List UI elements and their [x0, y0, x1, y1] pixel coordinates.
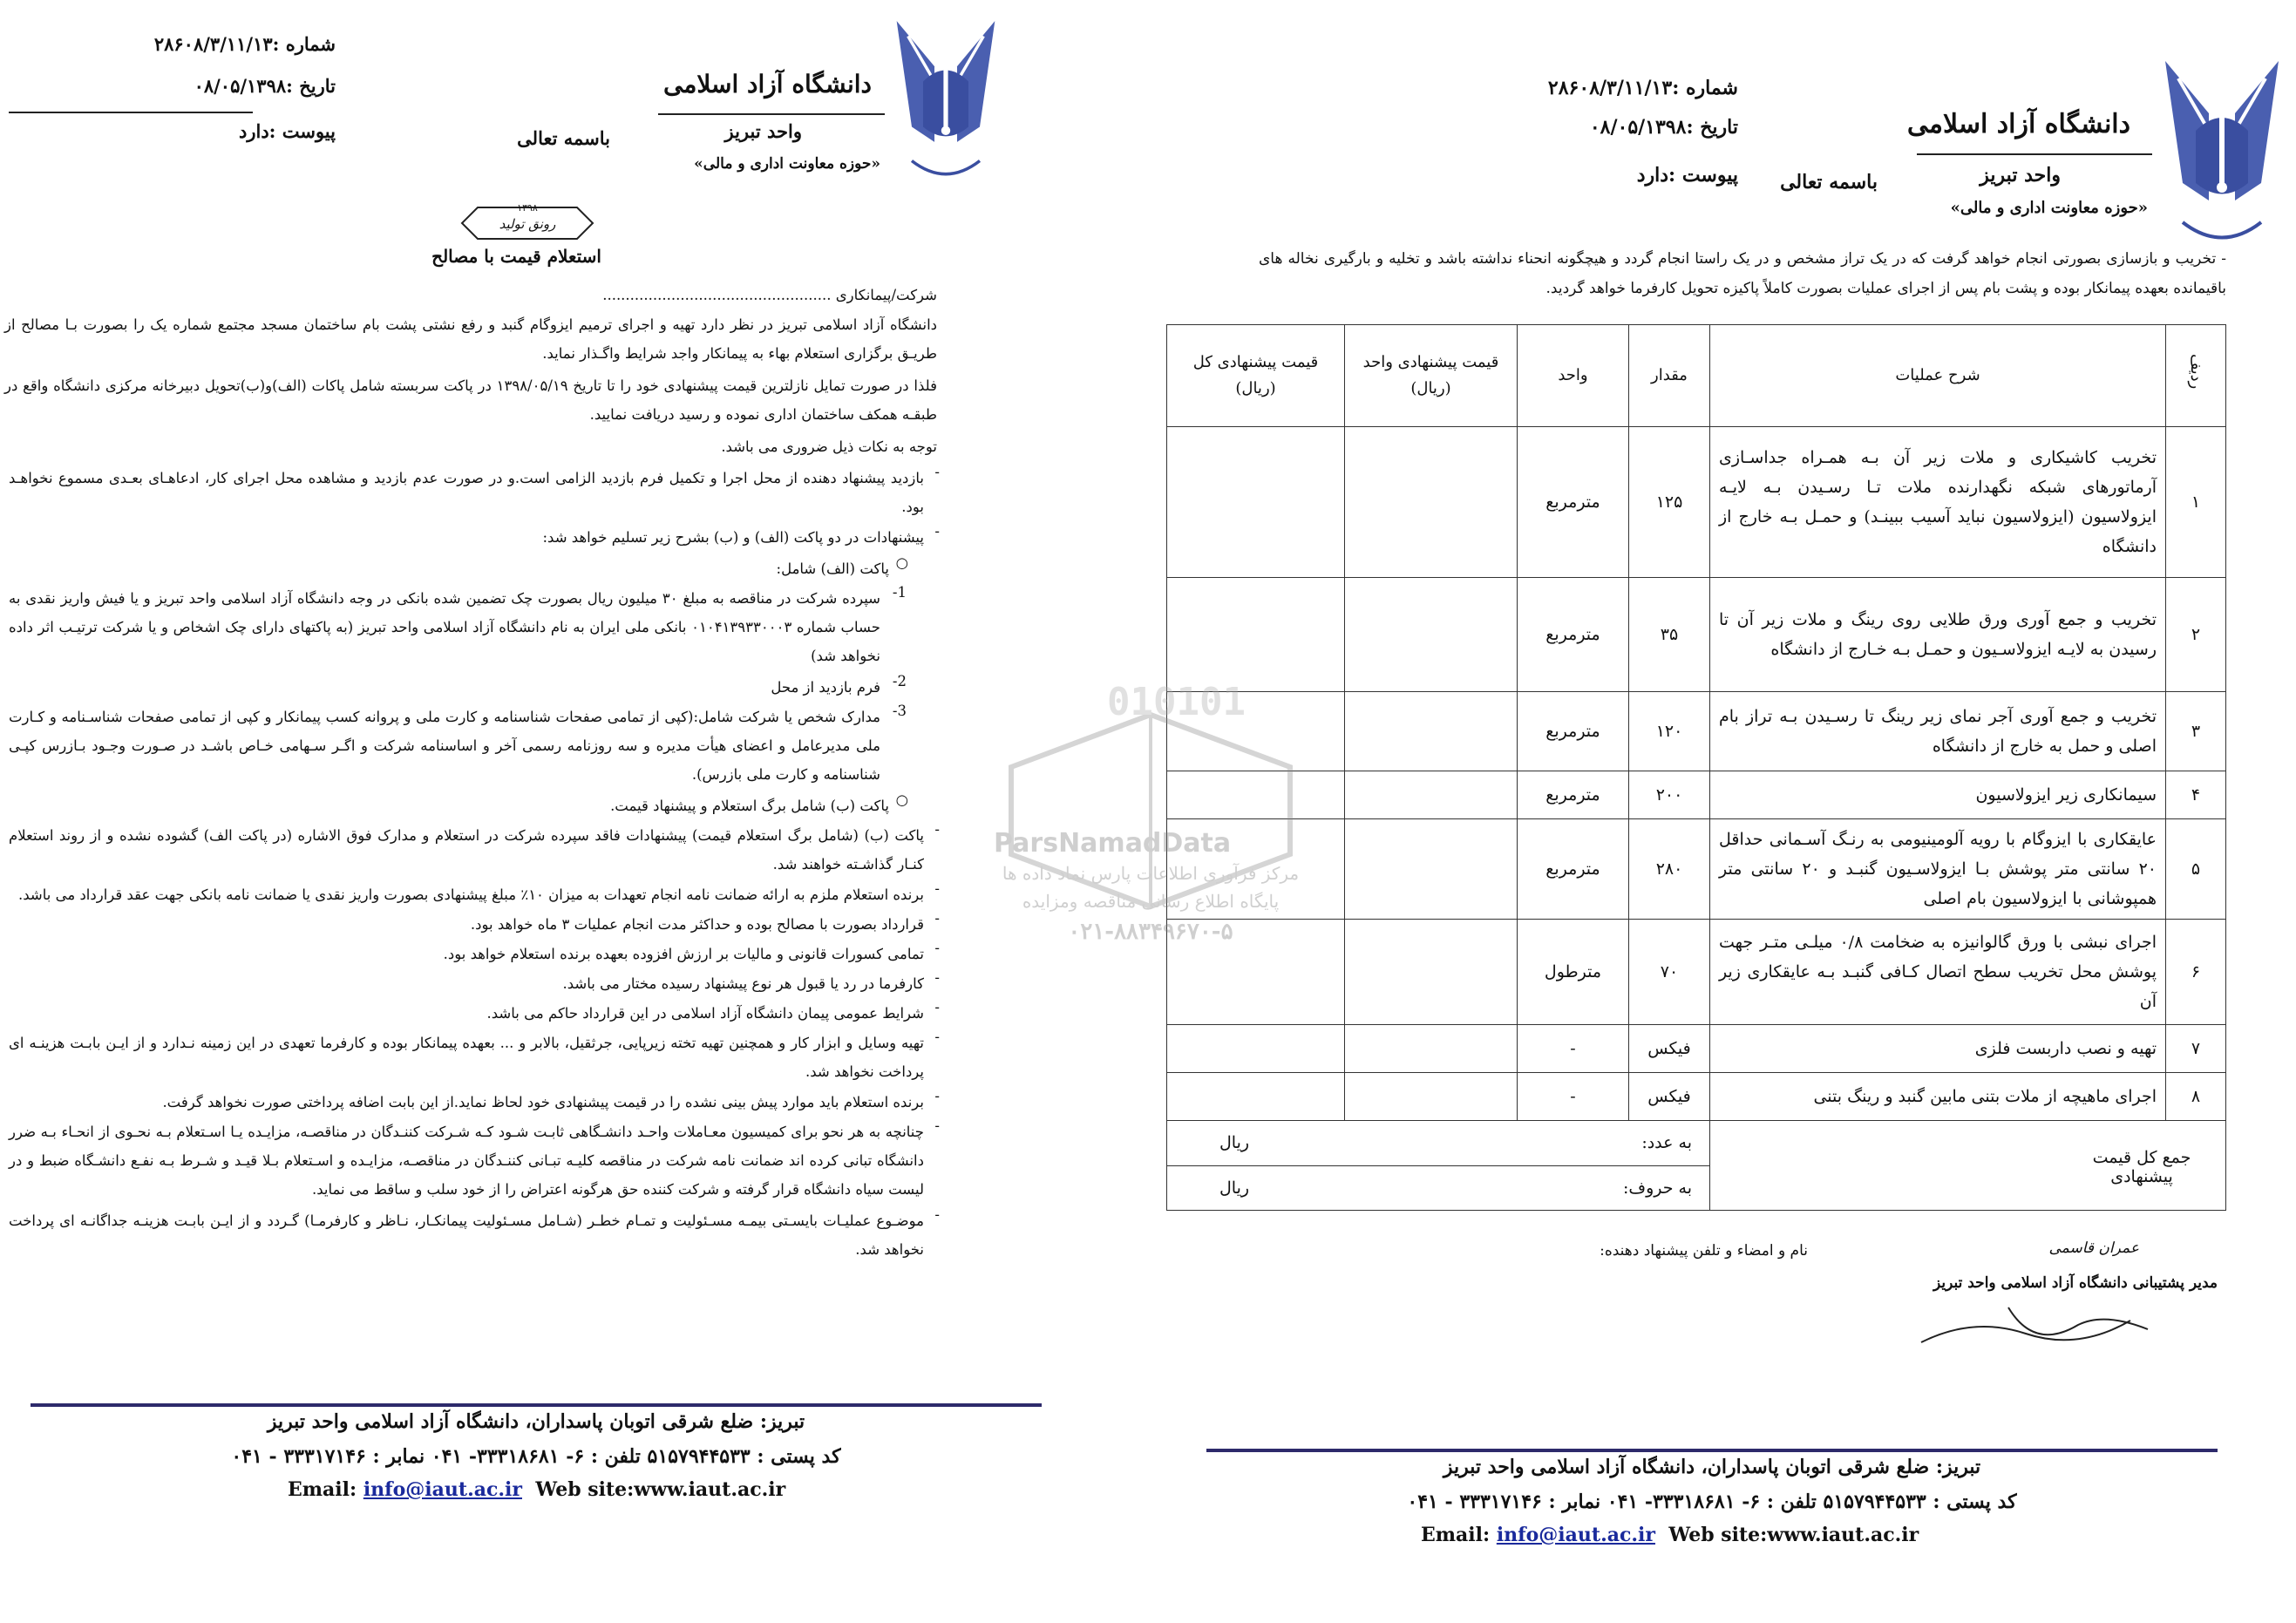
bullet-icon: -	[934, 1206, 940, 1223]
row-unit: مترمربع	[1518, 819, 1629, 920]
row-unit-price	[1345, 1025, 1518, 1073]
by-words-label: به حروف:	[1622, 1178, 1692, 1198]
bullet-icon: ○	[895, 791, 908, 808]
bullet-icon: -	[934, 880, 940, 897]
letter-number: شماره :۲۸۶۰۸/۳/۱۱/۱۳	[153, 33, 336, 55]
department: «حوزه معاونت اداری و مالی»	[694, 155, 880, 173]
rule-item: کارفرما در رد یا قبول هر نوع پیشنهاد رسیده مختار می باشد.	[562, 975, 924, 992]
row-unit: -	[1518, 1025, 1629, 1073]
watermark-brand: ParsNamadData	[994, 828, 1232, 859]
row-quantity: ۱۲۰	[1629, 692, 1710, 771]
row-description: عایقکاری با ایزوگام با رویه آلومینیومی به رنـگ آسـمانی حداقل ۲۰ سانتی متر پوشش بـا ایزولاسـیون گنبـد و ۲۰ سانتی متر همپوشانی با ایزولاسیون بام اصلی	[1710, 819, 2166, 920]
by-number-label: به عدد:	[1641, 1133, 1692, 1153]
footer-address: تبریز: ضلع شرقی اتوبان پاسداران، دانشگاه آزاد اسلامی واحد تبریز	[267, 1410, 805, 1433]
table-row	[1167, 819, 2226, 920]
bullet-icon: -	[934, 1117, 940, 1134]
by-words-cell	[1167, 1165, 1710, 1211]
rule-item: برنده استعلام باید موارد پیش بینی نشده را در قیمت پیشنهادی خود لحاظ نماید.از این بابت اضافه پرداختی صورت نخواهد گرفت.	[162, 1094, 924, 1110]
footer-contact: کد پستی : ۵۱۵۷۹۴۴۵۳۳ تلفن : ۶- ۳۳۳۱۸۶۸۱- ۰۴۱ نمابر : ۳۳۳۱۷۱۴۶ - ۰۴۱	[1407, 1491, 2017, 1513]
university-name: دانشگاه آزاد اسلامی	[1906, 109, 2130, 139]
rule-item: چنانچه به هر نحو برای کمیسیون معـاملات واحـد دانشـگاهی ثابـت شـود کـه شـرکت کننـدگان در مناقصـه، مزایـده یـا اسـتعلام بـه نحـوی از انحـاء بـه ضرر دانشگاه تبانی کرده اند ضمانت نامه شرکت در مناقصه کلیـه تبـانی کننـدگان در مناقصـه، مزایـده و اسـتعلام بـلا قیـد و شـرط بـه نفـع دانشـگاه ضبط و در لیست سیاه دانشگاه قرار گرفته و شرکت کننده حق هرگونه اعتراض را از خود سلب و ساقط می نماید.	[9, 1124, 924, 1198]
row-description: تخریب کاشیکاری و ملات زیر آن بـه همـراه جداسـازی آرماتورهای شبکه نگهدارنده ملات تـا رسـیدن بـه لایـه ایزولاسیون (ایزولاسیون نباید آسیب ببینـد) و حمـل بـه خارج از دانشگاه	[1710, 427, 2166, 578]
row-quantity: ۱۲۵	[1629, 427, 1710, 578]
footer-email-row	[1421, 1524, 1919, 1546]
total-label-cell	[1710, 1121, 2226, 1211]
row-unit-price	[1345, 578, 1518, 692]
rule-item: پیشنهادات در دو پاکت (الف) و (ب) بشرح زیر تسلیم خواهد شد:	[542, 529, 924, 546]
table-row	[1167, 578, 2226, 692]
rule-item: برنده استعلام ملزم به ارائه ضمانت نامه انجام تعهدات به میزان ۱۰٪ مبلغ پیشنهادی بصورت واریز نقدی یا ضمانت نامه بانکی جهت عقد قرارداد می باشد.	[18, 886, 924, 903]
row-quantity: ۲۸۰	[1629, 819, 1710, 920]
row-number: ۲	[2166, 578, 2226, 692]
row-total-price	[1167, 427, 1345, 578]
packet-a-item: فرم بازدید از محل	[771, 679, 880, 696]
bismillah: باسمه تعالی	[517, 127, 610, 149]
row-description: تخریب و جمع آوری آجر نمای زیر رینگ تا رسـیدن بـه تراز بام اصلی و حمل به خارج از دانشگاه	[1710, 692, 2166, 771]
rule-item: موضـوع عملیـات بایسـتی بیمـه مسـئولیت و تمـام خطـر (شـامل مسـئولیت پیمانکـار، نـاظر و کارفرمـا) گـردد و از ایـن بابـت هزینـه جداگانـه ای پرداخت نخواهد شد.	[9, 1212, 924, 1258]
table-row	[1167, 692, 2226, 771]
intro-p1: دانشگاه آزاد اسلامی تبریز در نظر دارد تهیه و اجرای ترمیم ایزوگام گنبد و رفع نشتی پشت بام ساختمان مسجد مجتمع شماره یک را بصورت بـا مصالح از طریـق برگزاری استعلام بهاء به پیمانکار واجد شرایط واگـذار نماید.	[4, 316, 937, 362]
total-label: جمع کل قیمت پیشنهادی	[2092, 1148, 2191, 1186]
bullet-icon: -	[934, 523, 940, 540]
packet-a-item: مدارک شخص یا شرکت شامل:(کپی از تمامی صفحات شناسنامه و کارت ملی و پروانه کسب پیمانکار و کپی از تمامی صفحات شناسـنامه و کـارت ملی مدیرعامل و اعضای هیأت مدیره و سه روزنامه رسمی آخر و اساسنامه شرکت و اگـر سـهامی خـاص باشـد در صـورت وجـود بـازرس کپـی شناسنامه و کارت ملی بازرس).	[9, 709, 880, 783]
row-unit-price	[1345, 427, 1518, 578]
table-row	[1167, 427, 2226, 578]
by-number-rial: ریال	[1219, 1133, 1250, 1153]
bullet-icon: -	[934, 1029, 940, 1045]
rule-item: تهیه وسایل و ابزار کار و همچنین تهیه تخته زیرپایی، جرثقیل، بالابر و ... بعهده پیمانکار بوده و کارفرما تعهدی در این زمینه نـدارد و از ایـن بابـت هزینـه ای پرداخت نخواهد شد.	[9, 1035, 924, 1080]
operations-table	[1166, 324, 2226, 1211]
website: Web site:www.iaut.ac.ir	[535, 1478, 786, 1501]
row-unit: مترطول	[1518, 920, 1629, 1025]
letter-attachment: پیوست :دارد	[239, 120, 336, 142]
intro-p3: توجه به نکات ذیل ضروری می باشد.	[721, 438, 937, 455]
rule-item: بازدید پیشنهاد دهنده از محل اجرا و تکمیل فرم بازدید الزامی است.و در صورت عدم بازدید و مشاهده محل اجرای کار، ادعاهـای بعـدی مسموع نخواهـد بود.	[9, 470, 924, 515]
table-row	[1167, 1073, 2226, 1121]
rule-item: پاکت (ب) (شامل برگ استعلام قیمت) پیشنهادات فاقد سپرده شرکت در استعلام و مدارک فوق الاشاره (در پاکت الف) گشوده نشده و از روند استعلام کنـار گذاشـته خواهند شد.	[9, 827, 924, 873]
row-quantity: ۳۵	[1629, 578, 1710, 692]
footer-address: تبریز: ضلع شرقی اتوبان پاسداران، دانشگاه آزاد اسلامی واحد تبریز	[1443, 1456, 1981, 1478]
manager-title: مدیر پشتیبانی دانشگاه آزاد اسلامی واحد تبریز	[1933, 1274, 2218, 1292]
letter-number: شماره :۲۸۶۰۸/۳/۱۱/۱۳	[1547, 77, 1738, 99]
row-unit: مترمربع	[1518, 692, 1629, 771]
bismillah: باسمه تعالی	[1780, 171, 1878, 194]
rule-item: شرایط عمومی پیمان دانشگاه آزاد اسلامی در این قرارداد حاکم می باشد.	[486, 1005, 924, 1022]
footer-contact: کد پستی : ۵۱۵۷۹۴۴۵۳۳ تلفن : ۶- ۳۳۳۱۸۶۸۱- ۰۴۱ نمابر : ۳۳۳۱۷۱۴۶ - ۰۴۱	[231, 1445, 841, 1468]
bullet-icon: ○	[895, 554, 908, 571]
intro-p2: فلذا در صورت تمایل نازلترین قیمت پیشنهادی خود را تا تاریخ ۱۳۹۸/۰۵/۱۹ در پاکت سربسته شامل پاکات (الف)و(ب)تحویل دبیرخانه مرکزی دانشگاه واقع در طبقـه همکف ساختمان اداری نموده و رسید دریافت نمایید.	[4, 377, 937, 423]
row-unit-price	[1345, 692, 1518, 771]
footer-rule	[31, 1403, 1042, 1407]
stamp-text: رونق تولید	[499, 216, 556, 232]
row-description: اجرای ماهیچه از ملات بتنی مابین گنبد و رینگ بتنی	[1710, 1073, 2166, 1121]
letter-attachment: پیوست :دارد	[1636, 164, 1738, 187]
row-description: سیمانکاری زیر ایزولاسیون	[1710, 771, 2166, 819]
row-unit: مترمربع	[1518, 578, 1629, 692]
page-right	[1151, 0, 2296, 1623]
bullet-icon: -	[934, 464, 940, 480]
email-link[interactable]: info@iaut.ac.ir	[1496, 1524, 1655, 1546]
header-rule	[658, 113, 885, 115]
row-unit-price	[1345, 771, 1518, 819]
stamp-year: ۱۳۹۸	[517, 202, 538, 214]
row-quantity: فیکس	[1629, 1025, 1710, 1073]
total-row	[1167, 1121, 2226, 1166]
by-words-rial: ریال	[1219, 1178, 1250, 1198]
bullet-icon: -	[934, 969, 940, 986]
university-logo-icon	[889, 10, 1002, 198]
header-total-price: قیمت پیشنهادی کل (ریال)	[1167, 325, 1345, 427]
row-number: ۱	[2166, 427, 2226, 578]
row-description: تخریب و جمع آوری ورق طلایی روی رینگ و ملات زیر آن تا رسیدن به لایـه ایزولاسـیون و حمـل بـه خـارج از دانشگاه	[1710, 578, 2166, 692]
table-row	[1167, 920, 2226, 1025]
row-unit: مترمربع	[1518, 427, 1629, 578]
letter-date: تاریخ :۰۸/۰۵/۱۳۹۸	[194, 75, 336, 97]
company-line: شرکت/پیمانکاری ..................................................	[602, 287, 937, 303]
rule-item: قرارداد بصورت با مصالح بوده و حداکثر مدت انجام عملیات ۳ ماه خواهد بود.	[470, 916, 924, 933]
row-number: ۷	[2166, 1025, 2226, 1073]
bullet-icon: -	[934, 910, 940, 927]
header-rule	[1917, 153, 2152, 155]
bullet-icon: -	[934, 940, 940, 956]
letter-date: تاریخ :۰۸/۰۵/۱۳۹۸	[1589, 116, 1738, 139]
watermark-line2: پایگاه اطلاع رسانی مناقصه ومزایده	[1022, 891, 1280, 912]
manager-signature-icon	[1904, 1290, 2165, 1360]
bidder-sign-label: نام و امضاء و تلفن پیشنهاد دهنده:	[1600, 1242, 1808, 1260]
row-unit: -	[1518, 1073, 1629, 1121]
row-number: ۸	[2166, 1073, 2226, 1121]
table-header-row	[1167, 325, 2226, 427]
watermark-phone: ۰۲۱-۸۸۳۴۹۶۷۰-۵	[1068, 919, 1233, 945]
row-quantity: فیکس	[1629, 1073, 1710, 1121]
manager-name: عمران قاسمی	[2048, 1239, 2139, 1257]
header-unit: واحد	[1518, 325, 1629, 427]
row-description: اجرای نبشی با ورق گالوانیزه به ضخامت ۰/۸ میلـی متـر جهت پوشش محل تخریب سطح اتصال کـافی گنبـد بـه عایقکاری زیر آن	[1710, 920, 2166, 1025]
intro-paragraph: - تخریب و بازسازی بصورتی انجام خواهد گرفت که در یک تراز مشخص و در یک راستا انجام گردد و هیچگونه انحناء نداشته باشد و تخلیه و بارگیری نخاله های باقیمانده بعهده پیمانکار بوده و پشت بام پس از اجرای عملیات بصورت کاملاً پاکیزه تحویل کارفرما خواهد گردید.	[1259, 250, 2226, 297]
meta-rule	[9, 112, 253, 113]
header-row-no: ردیف	[2166, 325, 2226, 427]
rule-item: تمامی کسورات قانونی و مالیات بر ارزش افزوده بعهده برنده استعلام خواهد بود.	[443, 946, 924, 962]
row-description: تهیه و نصب داربست فلزی	[1710, 1025, 2166, 1073]
watermark-digits: 010101	[1107, 680, 1246, 724]
bullet-icon: -	[934, 999, 940, 1015]
packet-a-label: پاکت (الف) شامل:	[776, 560, 889, 577]
unit-name: واحد تبریز	[1980, 164, 2061, 187]
packet-b-label: پاکت (ب) شامل برگ استعلام و پیشنهاد قیمت.	[610, 798, 889, 814]
row-number: ۳	[2166, 692, 2226, 771]
university-logo-icon	[2157, 52, 2287, 261]
table-row	[1167, 1025, 2226, 1073]
row-unit-price	[1345, 1073, 1518, 1121]
unit-name: واحد تبریز	[724, 120, 802, 142]
row-total-price	[1167, 1025, 1345, 1073]
row-quantity: ۷۰	[1629, 920, 1710, 1025]
watermark-line1: مرکز فرآوری اطلاعات پارس نماد داده ها	[1002, 863, 1300, 884]
header-desc: شرح عملیات	[1710, 325, 2166, 427]
header-unit-price: قیمت پیشنهادی واحد (ریال)	[1345, 325, 1518, 427]
table-row	[1167, 771, 2226, 819]
footer-rule	[1206, 1449, 2218, 1452]
website: Web site:www.iaut.ac.ir	[1668, 1524, 1919, 1546]
email-label: Email:	[1421, 1524, 1491, 1546]
header-qty: مقدار	[1629, 325, 1710, 427]
production-stamp	[453, 199, 601, 248]
email-link[interactable]: info@iaut.ac.ir	[363, 1478, 522, 1501]
bullet-icon: -	[934, 1088, 940, 1104]
doc-title: استعلام قیمت با مصالح	[431, 246, 601, 267]
row-quantity: ۲۰۰	[1629, 771, 1710, 819]
packet-a-item-number: 2-	[892, 673, 907, 689]
row-number: ۴	[2166, 771, 2226, 819]
bullet-icon: -	[934, 821, 940, 838]
university-name: دانشگاه آزاد اسلامی	[662, 70, 872, 98]
row-unit-price	[1345, 819, 1518, 920]
row-unit-price	[1345, 920, 1518, 1025]
footer-email-row	[288, 1478, 785, 1501]
department: «حوزه معاونت اداری و مالی»	[1950, 199, 2148, 217]
by-number-cell	[1167, 1121, 1710, 1166]
row-total-price	[1167, 1073, 1345, 1121]
packet-a-item: سپرده شرکت در مناقصه به مبلغ ۳۰ میلیون ریال بصورت چک تضمین شده بانکی در وجه دانشگاه آزاد اسلامی واحد تبریز و یا فیش واریز نقدی به حساب شماره ۰۱۰۴۱۳۹۳۳۰۰۰۳ بانکی ملی ایران به نام دانشگاه آزاد اسلامی واحد تبریز (به پاکتهای دارای چک اشخاص و یا شرکت ترتیـب اثر داده نخواهد شد)	[9, 590, 880, 664]
row-number: ۶	[2166, 920, 2226, 1025]
packet-a-item-number: 3-	[892, 703, 907, 719]
packet-a-item-number: 1-	[892, 584, 907, 601]
row-unit: مترمربع	[1518, 771, 1629, 819]
row-number: ۵	[2166, 819, 2226, 920]
watermark	[985, 662, 1316, 959]
email-label: Email:	[288, 1478, 357, 1501]
